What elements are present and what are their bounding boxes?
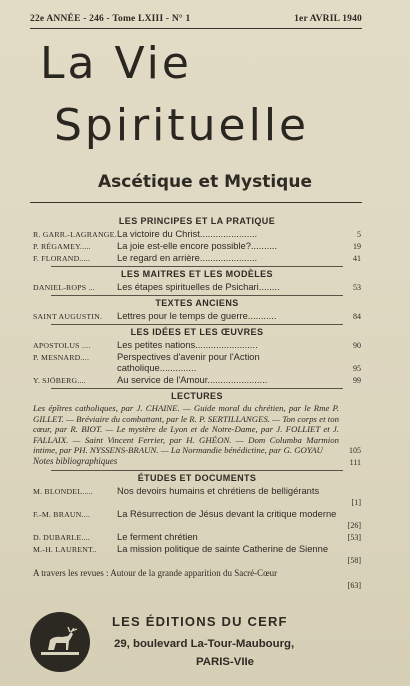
section-heading: LES PRINCIPES ET LA PRATIQUE [118, 216, 276, 226]
toc-page: [1] [351, 497, 361, 507]
section-heading: LES MAITRES ET LES MODÈLES [121, 269, 273, 279]
issue-info: 22e ANNÉE - 246 - Tome LXIII - N° 1 [30, 14, 191, 24]
toc-author: D. DUBARLE.... [33, 532, 90, 542]
cerf-emblem-icon [30, 612, 90, 672]
toc-author: M.-H. LAURENT.. [33, 544, 97, 554]
toc-title: Nos devoirs humains et chrétiens de belligérants [117, 484, 320, 496]
toc-row [33, 252, 361, 264]
subtitle: Ascétique et Mystique [97, 172, 312, 192]
toc-row [33, 374, 361, 386]
toc-author: F.-M. BRAUN.... [33, 509, 91, 519]
table-of-contents [33, 215, 361, 591]
notes-row [33, 456, 361, 468]
toc-author: R. GARR.-LAGRANGE. [33, 230, 117, 239]
toc-title: Le ferment chrétien [117, 530, 198, 542]
toc-page: 99 [353, 376, 361, 385]
notes-label: Notes bibliographiques [33, 455, 118, 466]
toc-author: Y. SJÖBERG.... [33, 376, 86, 385]
revues-row [33, 568, 361, 591]
notes-page: 111 [349, 457, 361, 467]
issue-date: 1er AVRIL 1940 [294, 14, 362, 24]
publisher-city: PARIS-VIIe [196, 656, 255, 668]
toc-page: [53] [347, 532, 361, 542]
toc-page: 95 [353, 364, 361, 373]
section-rule [51, 324, 343, 325]
toc-row [33, 240, 361, 252]
toc-title: Les étapes spirituelles de Psichari........ [117, 281, 280, 292]
toc-title: La victoire du Christ...................... [117, 228, 258, 239]
publisher-name: LES ÉDITIONS DU CERF [112, 614, 288, 629]
section-rule [51, 470, 343, 471]
toc-author: F. FLORAND..... [33, 254, 91, 263]
deer-icon [38, 626, 82, 658]
toc-title: Les petites nations........................ [117, 339, 258, 350]
title-line-2: Spirituelle [54, 100, 310, 151]
toc-row [33, 543, 361, 566]
toc-author: DANIEL-ROPS ... [33, 283, 95, 292]
toc-title: La mission politique de sainte Catherine de Sienne [117, 542, 329, 554]
revues-text: A travers les revues : Autour de la grande apparition du Sacré-Cœur [33, 567, 278, 578]
toc-row [33, 339, 361, 351]
section-heading: TEXTES ANCIENS [155, 298, 239, 308]
section-heading: LES IDÉES ET LES ŒUVRES [130, 327, 264, 337]
toc-author: SAINT AUGUSTIN. [33, 312, 103, 321]
revues-page: [63] [347, 580, 361, 590]
section-heading: LECTURES [171, 391, 223, 401]
toc-page: [26] [347, 520, 361, 530]
toc-row [33, 228, 361, 240]
lectures-page: 105 [349, 445, 361, 455]
toc-page: 5 [357, 230, 361, 239]
section-heading: ÉTUDES ET DOCUMENTS [137, 472, 257, 483]
toc-title: Perspectives d'avenir pour l'Action catholique.............. [117, 351, 260, 373]
toc-title: La joie est-elle encore possible?.......... [117, 240, 277, 251]
toc-page: 84 [353, 312, 361, 321]
toc-title: Lettres pour le temps de guerre........... [117, 310, 277, 321]
section-rule [51, 388, 343, 389]
issue-line [30, 14, 362, 24]
publisher-address: 29, boulevard La-Tour-Maubourg, [114, 638, 295, 650]
section-rule [51, 266, 343, 267]
lectures-block [33, 403, 361, 456]
toc-page: [58] [347, 555, 361, 565]
header-rule [30, 28, 362, 29]
title-line-1: La Vie [40, 38, 192, 89]
section-rule [51, 295, 343, 296]
toc-author: M. BLONDEL..... [33, 486, 93, 496]
toc-title: Le regard en arrière...................... [117, 252, 258, 263]
toc-row [33, 531, 361, 543]
toc-row [33, 508, 361, 531]
subtitle-rule [30, 202, 362, 203]
toc-title: La Résurrection de Jésus devant la critique moderne [117, 507, 337, 519]
toc-row [33, 310, 361, 322]
lectures-text: Les épîtres catholiques, par J. CHAINE. — Guide moral du chrétien, par le Rme P. GILLET. — Bréviaire du combattant, par le R. P. SERTILLANGES. — Ton corps et ton cœur, par R. BIOT. — Le mystère de Lyon et de Notre-Dame, par J. FOLLIET et J. FALLAIX. — Saint Vincent Ferrier, par H. GHÉON. — Dom Columba Marmion intime, par PH. NYSSENS-BRAUN. — La Normandie bénédictine, par G. GOYAU [33, 403, 339, 456]
toc-row [33, 351, 361, 374]
toc-author: APOSTOLUS .... [33, 341, 91, 350]
toc-page: 53 [353, 283, 361, 292]
toc-row [33, 281, 361, 293]
toc-page: 41 [353, 254, 361, 263]
toc-author: P. MESNARD.... [33, 353, 90, 362]
toc-page: 19 [353, 242, 361, 251]
toc-page: 90 [353, 341, 361, 350]
toc-author: P. RÉGAMEY..... [33, 242, 91, 251]
toc-title: Au service de l'Amour....................... [117, 374, 268, 385]
toc-row [33, 485, 361, 508]
